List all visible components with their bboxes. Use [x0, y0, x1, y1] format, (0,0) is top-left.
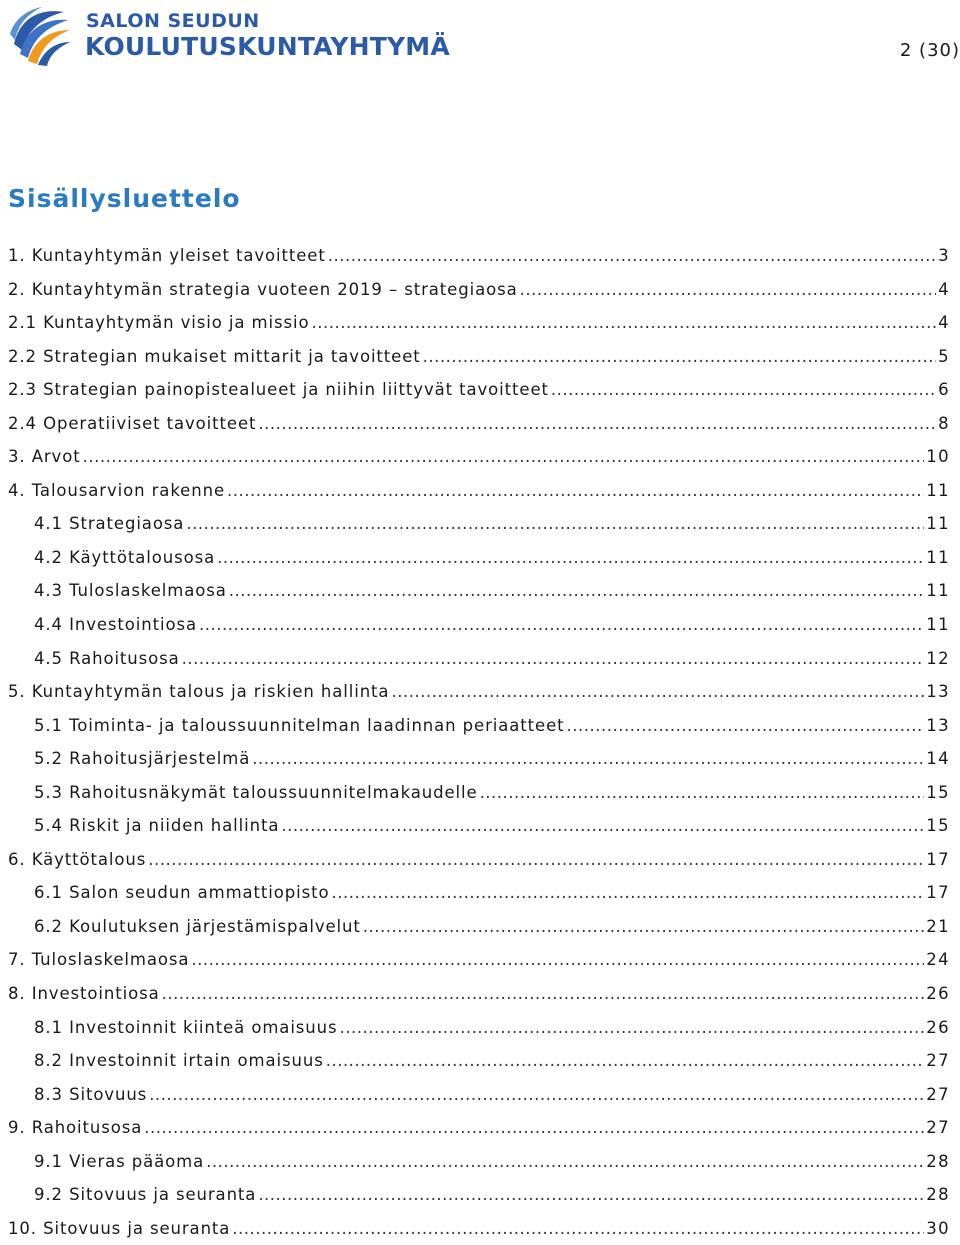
toc-entry-page: 11 [926, 514, 950, 534]
toc-entry[interactable] [0, 843, 960, 877]
toc-entry-text: 2.2 Strategian mukaiset mittarit ja tavoitteet [8, 346, 421, 366]
toc-entry-page: 13 [926, 682, 950, 702]
table-of-contents [0, 239, 960, 1245]
toc-entry-text: 8.1 Investoinnit kiinteä omaisuus [34, 1017, 338, 1037]
toc-entry-text: 5.1 Toiminta- ja taloussuunnitelman laadinnan periaatteet [34, 715, 565, 735]
toc-entry-text: 6. Käyttötalous [8, 849, 147, 869]
toc-entry-page: 28 [926, 1185, 950, 1205]
toc-entry-text: 4.1 Strategiaosa [34, 514, 185, 534]
toc-entry[interactable] [0, 876, 960, 910]
toc-leader-dots [232, 1212, 924, 1245]
toc-entry-text: 6.2 Koulutuksen järjestämispalvelut [34, 916, 361, 936]
toc-leader-dots [423, 340, 936, 374]
toc-entry-page: 8 [938, 413, 950, 433]
page-number-text: 2 (30) [899, 40, 960, 61]
toc-leader-dots [340, 1011, 925, 1045]
toc-entry-text: 4. Talousarvion rakenne [8, 480, 225, 500]
toc-leader-dots [252, 742, 924, 776]
toc-leader-dots [217, 541, 924, 575]
toc-entry-page: 15 [926, 816, 950, 836]
toc-entry[interactable] [0, 742, 960, 776]
toc-entry-text: 8.2 Investoinnit irtain omaisuus [34, 1051, 324, 1071]
toc-entry[interactable] [0, 1178, 960, 1212]
toc-entry-page: 13 [926, 715, 950, 735]
toc-entry-page: 11 [926, 581, 950, 601]
toc-leader-dots [229, 574, 924, 608]
toc-entry[interactable] [0, 507, 960, 541]
toc-entry[interactable] [0, 373, 960, 407]
toc-entry-page: 27 [926, 1118, 950, 1138]
toc-entry-page: 17 [926, 883, 950, 903]
toc-entry[interactable] [0, 1011, 960, 1045]
toc-entry[interactable] [0, 239, 960, 273]
toc-entry[interactable] [0, 340, 960, 374]
toc-entry-page: 12 [926, 648, 950, 668]
toc-entry[interactable] [0, 474, 960, 508]
organization-logo [6, 4, 456, 68]
toc-leader-dots [182, 642, 925, 676]
toc-leader-dots [149, 1078, 924, 1112]
toc-entry-text: 1. Kuntayhtymän yleiset tavoitteet [8, 246, 326, 265]
toc-entry[interactable] [0, 1111, 960, 1145]
logo-line1: SALON SEUDUN [86, 10, 260, 32]
toc-entry-page: 4 [938, 279, 950, 299]
toc-entry[interactable] [0, 809, 960, 843]
toc-entry-text: 2.3 Strategian painopistealueet ja niihin liittyvät tavoitteet [8, 380, 549, 400]
toc-entry[interactable] [0, 1044, 960, 1078]
toc-leader-dots [83, 440, 925, 474]
toc-entry-page: 17 [926, 849, 950, 869]
toc-entry-page: 5 [938, 346, 950, 366]
toc-title: Sisällysluettelo [8, 184, 241, 213]
toc-entry-page: 15 [926, 782, 950, 802]
toc-entry-text: 7. Tuloslaskelmaosa [8, 950, 190, 970]
toc-entry-text: 5.3 Rahoitusnäkymät taloussuunnitelmakaudelle [34, 782, 478, 802]
toc-entry-text: 4.2 Käyttötalousosa [34, 547, 216, 567]
toc-entry-page: 14 [926, 749, 950, 769]
toc-entry[interactable] [0, 776, 960, 810]
toc-leader-dots [186, 507, 924, 541]
toc-entry[interactable] [0, 608, 960, 642]
toc-entry-page: 26 [926, 984, 950, 1004]
logo-emblem-icon [6, 4, 78, 68]
page-number [760, 40, 960, 61]
toc-entry-text: 4.5 Rahoitusosa [34, 648, 180, 668]
toc-entry[interactable] [0, 440, 960, 474]
toc-entry[interactable] [0, 1212, 960, 1245]
toc-entry-text: 8. Investointiosa [8, 984, 160, 1004]
toc-entry-page: 27 [926, 1084, 950, 1104]
toc-entry[interactable] [0, 306, 960, 340]
toc-entry-text: 9.2 Sitovuus ja seuranta [34, 1185, 257, 1205]
toc-leader-dots [148, 843, 924, 877]
toc-leader-dots [326, 1044, 925, 1078]
toc-entry[interactable] [0, 541, 960, 575]
toc-entry[interactable] [0, 407, 960, 441]
toc-entry[interactable] [0, 910, 960, 944]
toc-entry[interactable] [0, 709, 960, 743]
toc-leader-dots [191, 943, 924, 977]
toc-leader-dots [480, 776, 925, 810]
toc-entry[interactable] [0, 1078, 960, 1112]
toc-entry-text: 2.1 Kuntayhtymän visio ja missio [8, 313, 310, 333]
toc-entry-page: 27 [926, 1051, 950, 1071]
toc-leader-dots [199, 608, 924, 642]
toc-leader-dots [258, 1178, 924, 1212]
toc-leader-dots [328, 239, 936, 273]
toc-entry-page: 26 [926, 1017, 950, 1037]
toc-leader-dots [258, 407, 936, 441]
toc-leader-dots [363, 910, 924, 944]
toc-leader-dots [311, 306, 936, 340]
toc-entry-page: 30 [926, 1218, 950, 1238]
toc-entry-text: 3. Arvot [8, 447, 81, 467]
toc-entry-text: 10. Sitovuus ja seuranta [8, 1218, 231, 1238]
toc-entry[interactable] [0, 273, 960, 307]
toc-entry[interactable] [0, 943, 960, 977]
toc-entry-page: 3 [938, 246, 950, 265]
toc-leader-dots [567, 709, 925, 743]
toc-leader-dots [391, 675, 924, 709]
toc-leader-dots [144, 1111, 924, 1145]
toc-entry-page: 11 [926, 547, 950, 567]
toc-entry-page: 28 [926, 1151, 950, 1171]
toc-entry-text: 5.4 Riskit ja niiden hallinta [34, 816, 280, 836]
toc-entry-page: 21 [926, 916, 950, 936]
toc-entry[interactable] [0, 1145, 960, 1179]
toc-entry-page: 11 [926, 480, 950, 500]
toc-entry-text: 5.2 Rahoitusjärjestelmä [34, 749, 251, 769]
toc-entry-page: 6 [938, 380, 950, 400]
toc-leader-dots [227, 474, 924, 508]
toc-entry-text: 2.4 Operatiiviset tavoitteet [8, 413, 257, 433]
logo-line2: KOULUTUSKUNTAYHTYMÄ [85, 32, 450, 61]
toc-entry-text: 4.3 Tuloslaskelmaosa [34, 581, 227, 601]
toc-entry-page: 11 [926, 615, 950, 635]
toc-leader-dots [520, 273, 936, 307]
toc-entry[interactable] [0, 642, 960, 676]
toc-entry[interactable] [0, 977, 960, 1011]
toc-entry-page: 10 [926, 447, 950, 467]
toc-entry-text: 2. Kuntayhtymän strategia vuoteen 2019 – strategiaosa [8, 279, 518, 299]
toc-leader-dots [162, 977, 925, 1011]
toc-leader-dots [281, 809, 924, 843]
toc-entry-text: 9. Rahoitusosa [8, 1118, 143, 1138]
toc-leader-dots [551, 373, 936, 407]
toc-leader-dots [206, 1145, 924, 1179]
toc-entry-text: 8.3 Sitovuus [34, 1084, 148, 1104]
toc-leader-dots [332, 876, 925, 910]
toc-entry[interactable] [0, 574, 960, 608]
page-header [0, 0, 960, 120]
toc-entry-page: 4 [938, 313, 950, 333]
toc-entry[interactable] [0, 675, 960, 709]
toc-entry-text: 6.1 Salon seudun ammattiopisto [34, 883, 330, 903]
toc-entry-text: 5. Kuntayhtymän talous ja riskien hallinta [8, 682, 390, 702]
toc-entry-page: 24 [926, 950, 950, 970]
toc-entry-text: 4.4 Investointiosa [34, 615, 197, 635]
toc-entry-text: 9.1 Vieras pääoma [34, 1151, 205, 1171]
